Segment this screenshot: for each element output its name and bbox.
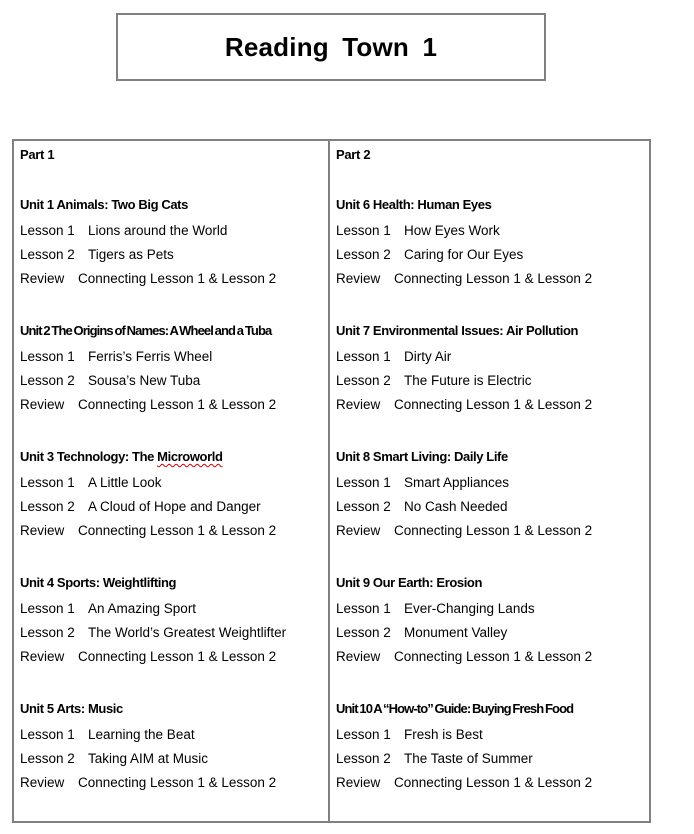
unit-3 — [20, 449, 320, 539]
unit-2-lesson-1: Lesson 1 Ferris’s Ferris Wheel — [20, 349, 213, 364]
unit-8 — [336, 449, 636, 539]
unit-10-lesson-1: Lesson 1 Fresh is Best — [336, 727, 483, 742]
unit-9 — [336, 575, 636, 665]
title-box — [116, 13, 546, 81]
unit-4 — [20, 575, 320, 665]
unit-5-title: Unit 5 Arts: Music — [20, 701, 123, 716]
table-of-contents — [12, 139, 651, 823]
unit-5-lesson-1: Lesson 1 Learning the Beat — [20, 727, 195, 742]
unit-10 — [336, 701, 636, 791]
unit-8-lesson-1: Lesson 1 Smart Appliances — [336, 475, 510, 490]
unit-3-title: Unit 3 Technology: The Microworld — [20, 449, 223, 464]
unit-1-lesson-2: Lesson 2 Tigers as Pets — [20, 247, 174, 262]
unit-7-lesson-1: Lesson 1 Dirty Air — [336, 349, 452, 364]
unit-8-title: Unit 8 Smart Living: Daily Life — [336, 449, 508, 464]
unit-3-review: Review Connecting Lesson 1 & Lesson 2 — [20, 523, 277, 538]
part-1-column — [14, 141, 330, 821]
unit-9-title: Unit 9 Our Earth: Erosion — [336, 575, 483, 590]
unit-3-lesson-2: Lesson 2 A Cloud of Hope and Danger — [20, 499, 261, 514]
unit-10-title: Unit 10 A “How-to” Guide: Buying Fresh Food — [336, 701, 574, 716]
unit-10-lesson-2: Lesson 2 The Taste of Summer — [336, 751, 533, 766]
unit-7-review: Review Connecting Lesson 1 & Lesson 2 — [336, 397, 593, 412]
unit-6 — [336, 197, 636, 287]
unit-2-lesson-2: Lesson 2 Sousa’s New Tuba — [20, 373, 201, 388]
unit-6-lesson-1: Lesson 1 How Eyes Work — [336, 223, 500, 238]
unit-2 — [20, 323, 320, 413]
document-title: Reading Town 1 — [224, 31, 438, 62]
unit-2-review: Review Connecting Lesson 1 & Lesson 2 — [20, 397, 277, 412]
unit-1 — [20, 197, 320, 287]
unit-9-review: Review Connecting Lesson 1 & Lesson 2 — [336, 649, 593, 664]
unit-1-title: Unit 1 Animals: Two Big Cats — [20, 197, 188, 212]
unit-1-lesson-1: Lesson 1 Lions around the World — [20, 223, 228, 238]
unit-6-title: Unit 6 Health: Human Eyes — [336, 197, 492, 212]
unit-7-lesson-2: Lesson 2 The Future is Electric — [336, 373, 532, 388]
unit-7-title: Unit 7 Environmental Issues: Air Pollution — [336, 323, 579, 338]
unit-4-lesson-2: Lesson 2 The World’s Greatest Weightlifter — [20, 625, 287, 640]
unit-6-review: Review Connecting Lesson 1 & Lesson 2 — [336, 271, 593, 286]
unit-10-review: Review Connecting Lesson 1 & Lesson 2 — [336, 775, 593, 790]
unit-4-lesson-1: Lesson 1 An Amazing Sport — [20, 601, 197, 616]
unit-8-lesson-2: Lesson 2 No Cash Needed — [336, 499, 508, 514]
unit-5-review: Review Connecting Lesson 1 & Lesson 2 — [20, 775, 277, 790]
unit-6-lesson-2: Lesson 2 Caring for Our Eyes — [336, 247, 524, 262]
spellcheck-marked-word: Microworld — [157, 449, 223, 464]
part-2-label: Part 2 — [336, 147, 371, 162]
unit-4-review: Review Connecting Lesson 1 & Lesson 2 — [20, 649, 277, 664]
unit-3-lesson-1: Lesson 1 A Little Look — [20, 475, 162, 490]
part-2-column — [330, 141, 649, 821]
unit-5 — [20, 701, 320, 791]
unit-7 — [336, 323, 636, 413]
unit-8-review: Review Connecting Lesson 1 & Lesson 2 — [336, 523, 593, 538]
unit-5-lesson-2: Lesson 2 Taking AIM at Music — [20, 751, 209, 766]
part-1-label: Part 1 — [20, 147, 55, 162]
unit-9-lesson-1: Lesson 1 Ever-Changing Lands — [336, 601, 535, 616]
unit-2-title: Unit 2 The Origins of Names: A Wheel and a Tuba — [20, 323, 272, 338]
unit-4-title: Unit 4 Sports: Weightlifting — [20, 575, 177, 590]
unit-9-lesson-2: Lesson 2 Monument Valley — [336, 625, 508, 640]
unit-1-review: Review Connecting Lesson 1 & Lesson 2 — [20, 271, 277, 286]
